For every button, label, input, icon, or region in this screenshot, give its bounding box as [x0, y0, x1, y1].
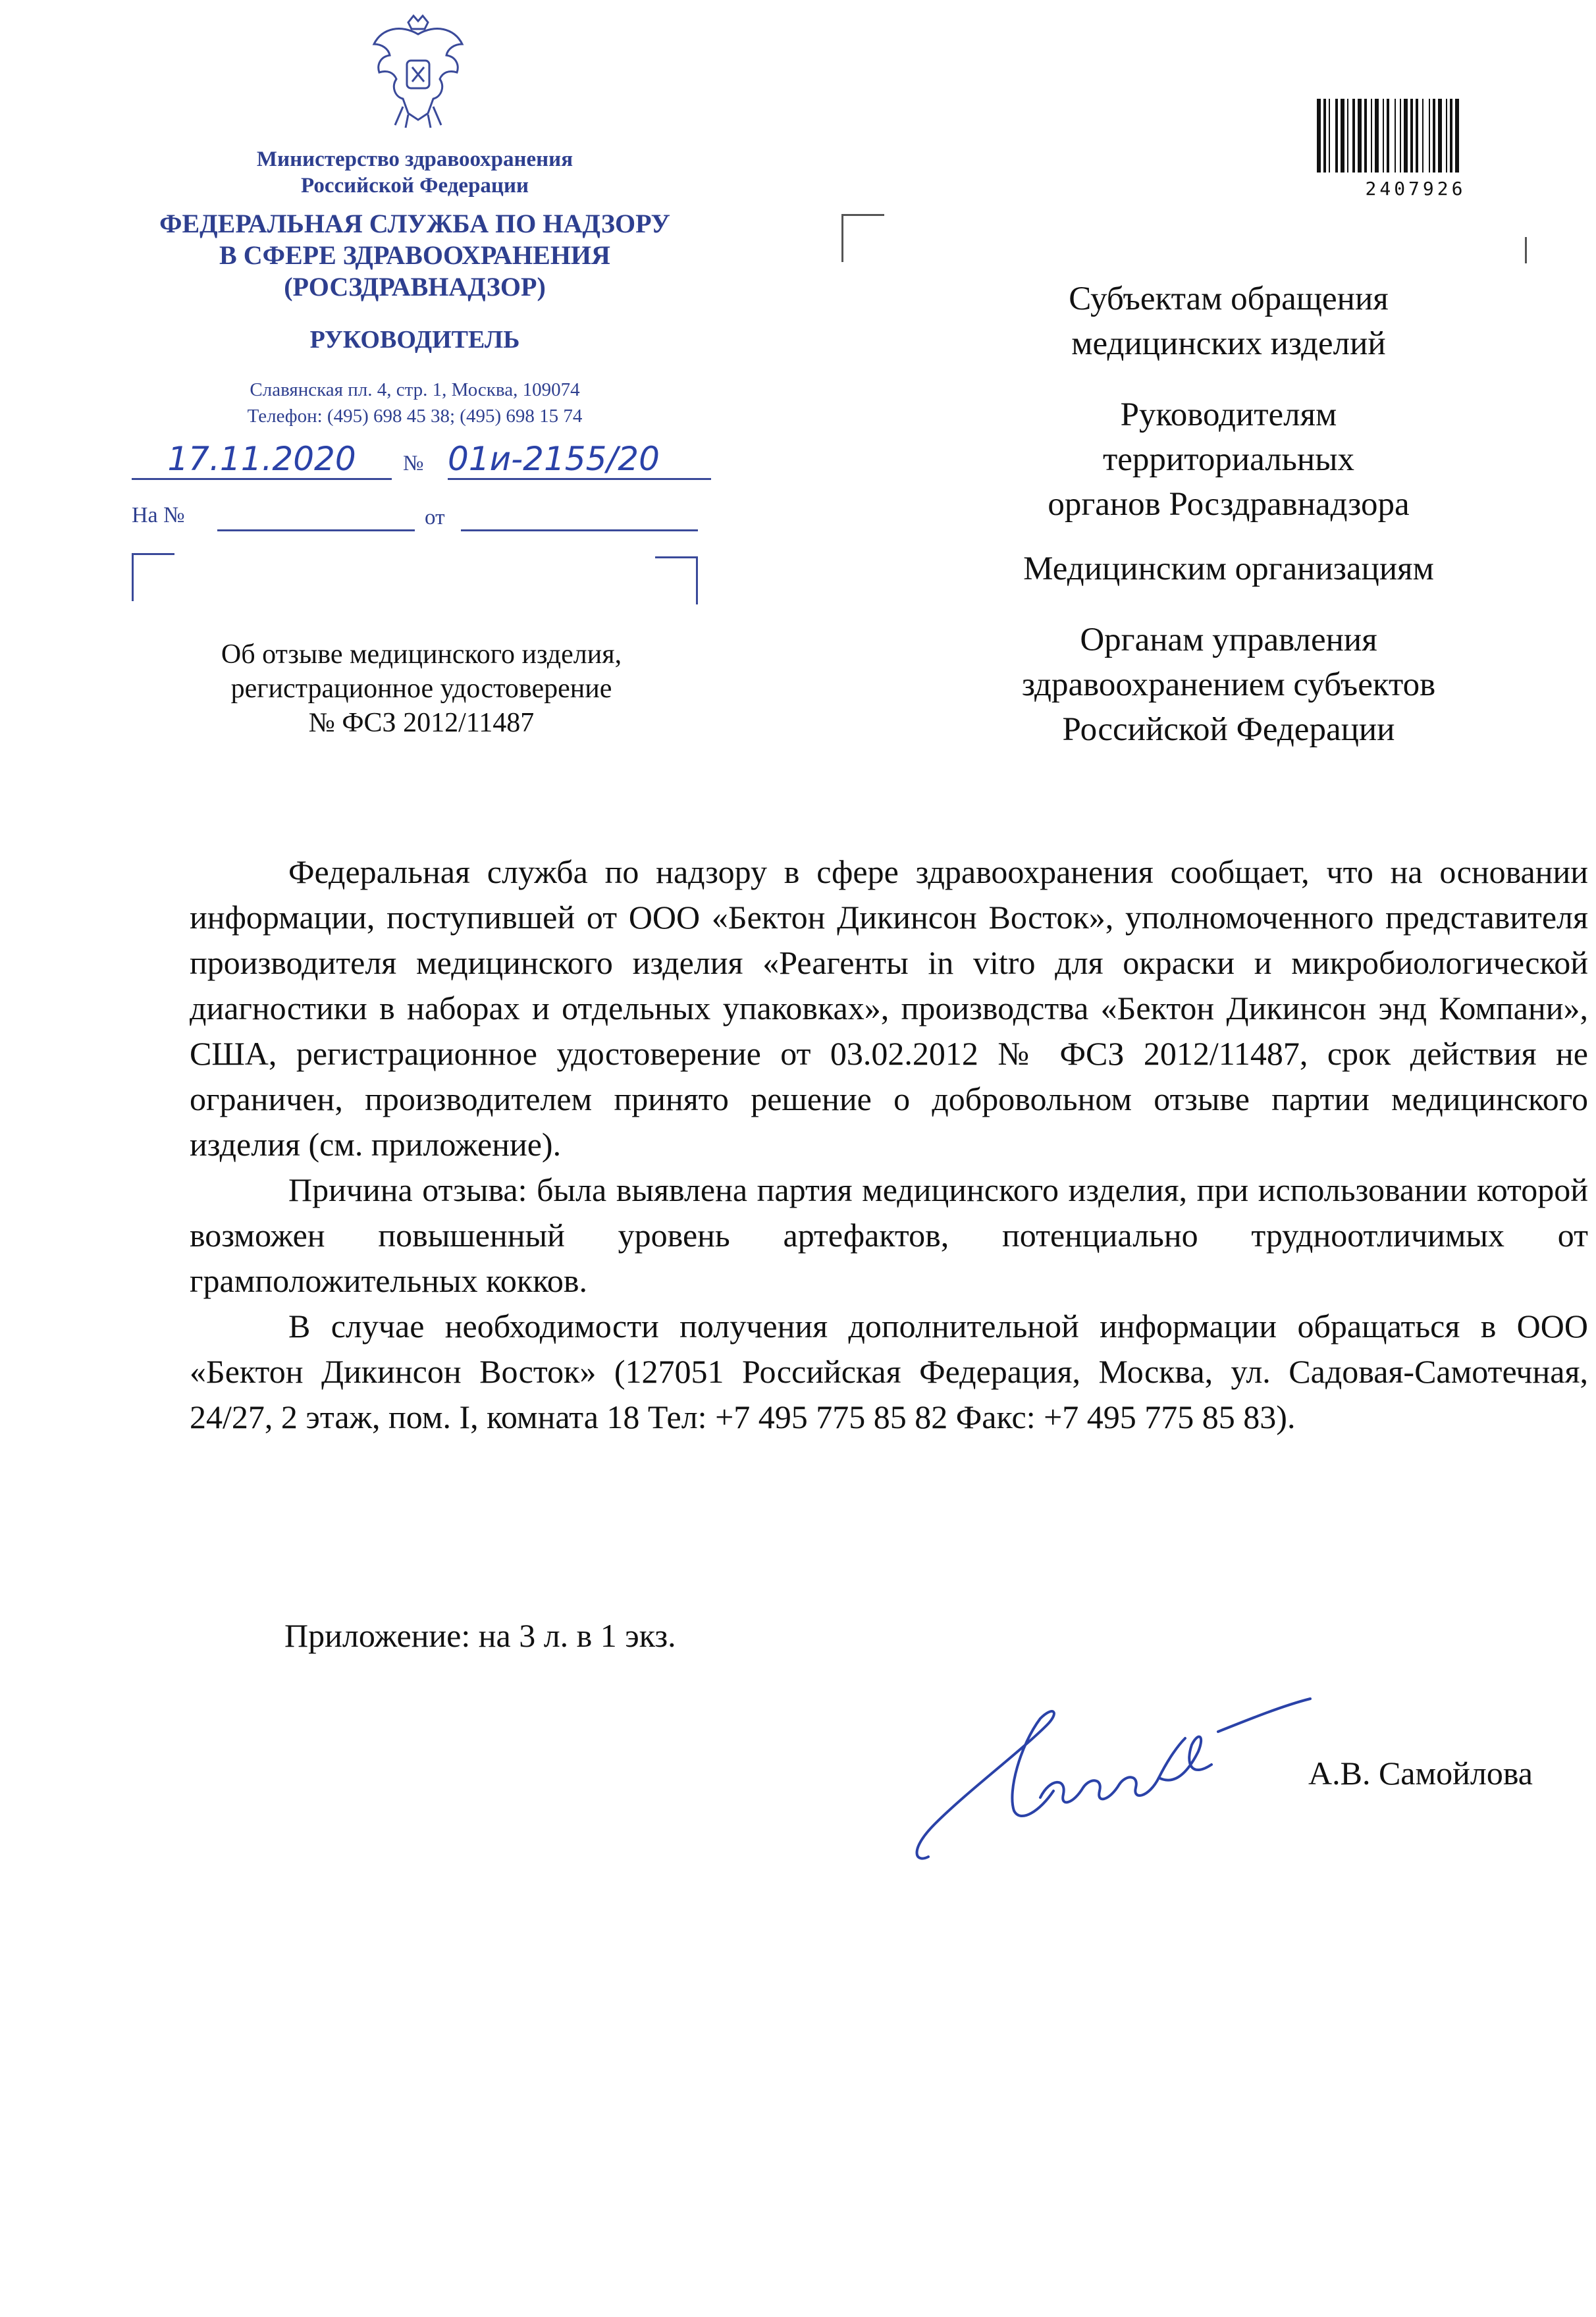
barcode-number: 2407926 [1365, 178, 1466, 200]
body-paragraph-2: Причина отзыва: была выявлена партия медицинского изделия, при использовании которой возможен повышенный уровень артефактов, потенциально трудноотличимых от грамположительных кокков. [190, 1171, 1588, 1299]
addressee-2-line-1: Руководителям [1120, 396, 1337, 433]
addressee-2-line-2: территориальных [1103, 441, 1354, 478]
body-paragraph-3: В случае необходимости получения дополнительной информации обращаться в ООО «Бектон Дикинсон Восток» (127051 Российская Федерация, Москва, ул. Садовая-Самотечная, 24/27, 2 этаж, пом. I, комната 18 Тел: +7 495 775 85 82 Факс: +7 495 775 85 83). [190, 1308, 1588, 1435]
corner-mark-right [655, 556, 698, 604]
address-block [132, 377, 698, 429]
addressee-1-line-1: Субъектам обращения [1069, 280, 1389, 317]
addressee-4-line-1: Органам управления [1080, 622, 1377, 658]
ministry-name [132, 146, 698, 199]
barcode [1317, 99, 1514, 173]
corner-mark-addressee-right [1525, 237, 1527, 263]
service-line-3: (РОСЗДРАВНАДЗОР) [284, 272, 546, 302]
ref-date-line [461, 529, 698, 531]
addressee-3-line-1: Медицинским организациям [1023, 550, 1434, 587]
address: Славянская пл. 4, стр. 1, Москва, 109074 [250, 379, 580, 400]
body-paragraph-1: Федеральная служба по надзору в сфере здравоохранения сообщает, что на основании информации, поступившей от ООО «Бектон Дикинсон Восток», уполномоченного представителя производителя медицинского изделия «Реагенты in vitro для окраски и микробиологической диагностики в наборах и отдельных упаковках», производства «Бектон Дикинсон энд Компани», США, регистрационное удостоверение от 03.02.2012 № ФСЗ 2012/11487, срок действия не ограничен, производителем принято решение о добровольном отзыве партии медицинского изделия (см. приложение). [190, 853, 1588, 1163]
subject [158, 637, 685, 740]
service-line-1: ФЕДЕРАЛЬНАЯ СЛУЖБА ПО НАДЗОРУ [159, 209, 670, 238]
addressee-2 [932, 392, 1525, 527]
addressee-4-line-2: здравоохранением субъектов [1021, 666, 1436, 703]
head-title: РУКОВОДИТЕЛЬ [309, 326, 520, 354]
addressee-1 [932, 277, 1525, 366]
subject-line-3: № ФСЗ 2012/11487 [308, 708, 535, 738]
subject-line-2: регистрационное удостоверение [230, 674, 612, 704]
ref-number-line [217, 529, 415, 531]
ref-from-label: от [425, 506, 445, 529]
service-name [79, 208, 751, 303]
date-handwritten: 17.11.2020 [167, 440, 356, 478]
signature [909, 1679, 1317, 1877]
addressee-4 [932, 618, 1525, 752]
phone: Телефон: (495) 698 45 38; (495) 698 15 74 [247, 406, 583, 427]
subject-line-1: Об отзыве медицинского изделия, [221, 639, 622, 670]
addressee-2-line-3: органов Росздравнадзора [1048, 486, 1410, 523]
coat-of-arms-icon [362, 14, 474, 130]
number-underline [448, 478, 711, 480]
letter-body [190, 849, 1588, 1440]
addressee-4-line-3: Российской Федерации [1062, 711, 1395, 748]
ref-label: На № [132, 503, 185, 527]
signer-name: А.В. Самойлова [1308, 1755, 1533, 1792]
ministry-line-2: Российской Федерации [301, 174, 529, 198]
corner-mark-addressee [841, 214, 884, 262]
number-handwritten: 01и-2155/20 [448, 440, 660, 478]
addressee-3 [932, 546, 1525, 591]
ministry-line-1: Министерство здравоохранения [256, 147, 573, 171]
attachment-note: Приложение: на 3 л. в 1 экз. [284, 1617, 676, 1654]
service-line-2: В СФЕРЕ ЗДРАВООХРАНЕНИЯ [219, 240, 610, 270]
addressee-1-line-2: медицинских изделий [1071, 325, 1386, 362]
corner-mark-left [132, 553, 174, 601]
number-label: № [403, 452, 424, 475]
date-underline [132, 478, 392, 480]
